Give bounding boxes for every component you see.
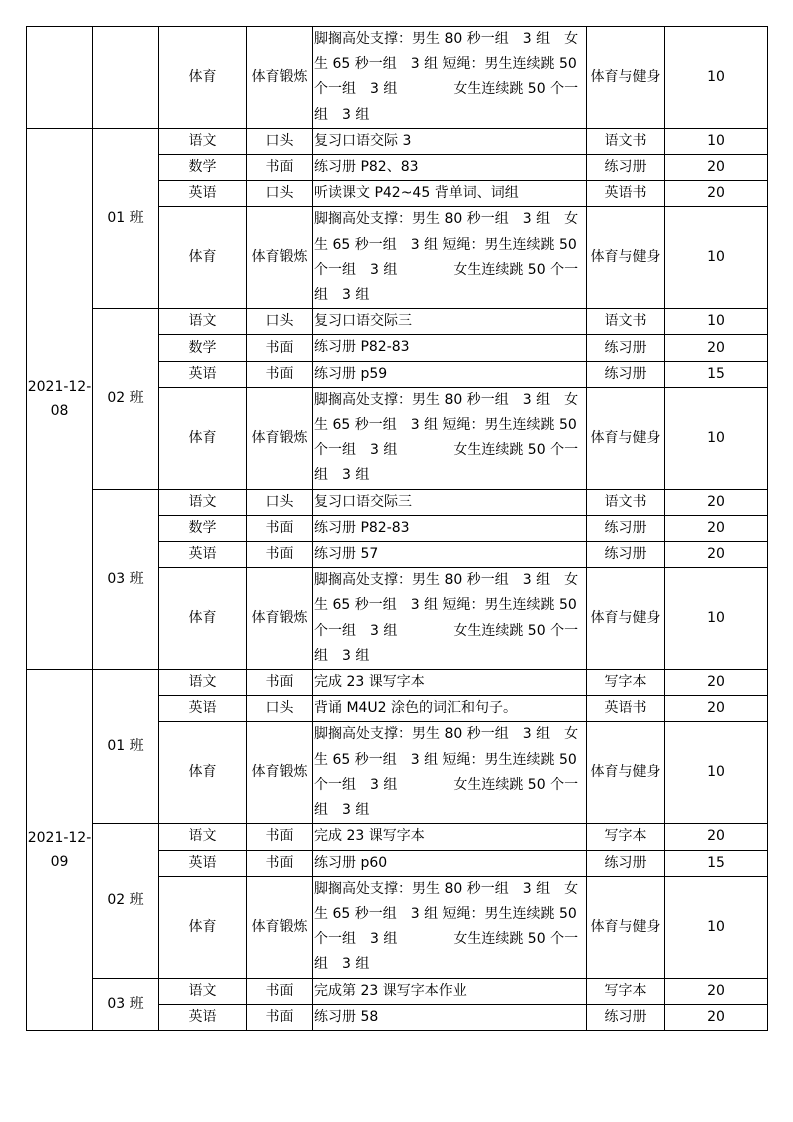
material-cell: 练习册 [587,850,665,876]
material-cell: 练习册 [587,155,665,181]
content-cell: 复习口语交际三 [313,489,587,515]
material-cell: 写字本 [587,670,665,696]
minutes-cell: 10 [665,207,768,309]
subject-cell: 体育 [159,722,247,824]
minutes-cell: 20 [665,1004,768,1030]
type-cell: 书面 [247,515,313,541]
minutes-cell: 20 [665,670,768,696]
material-cell: 练习册 [587,1004,665,1030]
class-cell: 01 班 [93,670,159,824]
date-cell: 2021-12-09 [27,670,93,1031]
material-cell: 练习册 [587,335,665,361]
content-cell: 脚搁高处支撑：男生 80 秒一组 3 组 女生 65 秒一组 3 组 短绳：男生连续跳 50 个一组 3 组 女生连续跳 50 个一组 3 组 [313,876,587,978]
content-cell: 练习册 58 [313,1004,587,1030]
type-cell: 体育锻炼 [247,387,313,489]
content-cell: 完成 23 课写字本 [313,670,587,696]
minutes-cell: 15 [665,850,768,876]
content-cell: 脚搁高处支撑：男生 80 秒一组 3 组 女生 65 秒一组 3 组 短绳：男生连续跳 50 个一组 3 组 女生连续跳 50 个一组 3 组 [313,568,587,670]
content-cell: 练习册 P82-83 [313,515,587,541]
subject-cell: 数学 [159,335,247,361]
minutes-cell: 10 [665,722,768,824]
type-cell: 体育锻炼 [247,876,313,978]
type-cell: 书面 [247,824,313,850]
material-cell: 体育与健身 [587,27,665,129]
content-cell: 背诵 M4U2 涂色的词汇和句子。 [313,696,587,722]
content-cell: 复习口语交际三 [313,309,587,335]
subject-cell: 英语 [159,181,247,207]
type-cell: 书面 [247,361,313,387]
class-cell [93,27,159,129]
subject-cell: 英语 [159,361,247,387]
minutes-cell: 20 [665,515,768,541]
type-cell: 书面 [247,978,313,1004]
subject-cell: 英语 [159,850,247,876]
minutes-cell: 10 [665,309,768,335]
table-row [27,27,768,129]
class-cell: 01 班 [93,128,159,308]
content-cell: 完成 23 课写字本 [313,824,587,850]
table-row [27,489,768,515]
type-cell: 口头 [247,489,313,515]
content-cell: 练习册 p59 [313,361,587,387]
material-cell: 英语书 [587,696,665,722]
type-cell: 体育锻炼 [247,27,313,129]
type-cell: 口头 [247,181,313,207]
content-cell: 听读课文 P42~45 背单词、词组 [313,181,587,207]
subject-cell: 英语 [159,696,247,722]
homework-table [26,26,768,1031]
subject-cell: 语文 [159,978,247,1004]
class-cell: 03 班 [93,489,159,669]
subject-cell: 体育 [159,387,247,489]
class-cell: 02 班 [93,824,159,978]
content-cell: 复习口语交际 3 [313,128,587,154]
class-cell: 03 班 [93,978,159,1030]
subject-cell: 语文 [159,670,247,696]
table-row [27,824,768,850]
material-cell: 练习册 [587,361,665,387]
table-row [27,670,768,696]
type-cell: 体育锻炼 [247,207,313,309]
minutes-cell: 10 [665,568,768,670]
subject-cell: 体育 [159,207,247,309]
subject-cell: 英语 [159,1004,247,1030]
material-cell: 写字本 [587,824,665,850]
content-cell: 练习册 P82、83 [313,155,587,181]
type-cell: 书面 [247,335,313,361]
minutes-cell: 10 [665,387,768,489]
material-cell: 体育与健身 [587,722,665,824]
content-cell: 脚搁高处支撑：男生 80 秒一组 3 组 女生 65 秒一组 3 组 短绳：男生连续跳 50 个一组 3 组 女生连续跳 50 个一组 3 组 [313,387,587,489]
minutes-cell: 20 [665,181,768,207]
subject-cell: 英语 [159,542,247,568]
type-cell: 书面 [247,155,313,181]
material-cell: 语文书 [587,489,665,515]
subject-cell: 数学 [159,515,247,541]
subject-cell: 体育 [159,876,247,978]
class-cell: 02 班 [93,309,159,489]
material-cell: 语文书 [587,128,665,154]
subject-cell: 语文 [159,824,247,850]
content-cell: 练习册 P82-83 [313,335,587,361]
minutes-cell: 15 [665,361,768,387]
type-cell: 口头 [247,309,313,335]
minutes-cell: 20 [665,696,768,722]
subject-cell: 语文 [159,489,247,515]
material-cell: 体育与健身 [587,387,665,489]
content-cell: 练习册 57 [313,542,587,568]
material-cell: 体育与健身 [587,568,665,670]
material-cell: 体育与健身 [587,876,665,978]
type-cell: 口头 [247,696,313,722]
type-cell: 口头 [247,128,313,154]
date-cell [27,27,93,129]
content-cell: 脚搁高处支撑：男生 80 秒一组 3 组 女生 65 秒一组 3 组 短绳：男生连续跳 50 个一组 3 组 女生连续跳 50 个一组 3 组 [313,722,587,824]
minutes-cell: 10 [665,876,768,978]
type-cell: 书面 [247,1004,313,1030]
minutes-cell: 20 [665,155,768,181]
minutes-cell: 20 [665,335,768,361]
content-cell: 脚搁高处支撑：男生 80 秒一组 3 组 女生 65 秒一组 3 组 短绳：男生连续跳 50 个一组 3 组 女生连续跳 50 个一组 3 组 [313,207,587,309]
subject-cell: 体育 [159,27,247,129]
content-cell: 脚搁高处支撑：男生 80 秒一组 3 组 女生 65 秒一组 3 组 短绳：男生连续跳 50 个一组 3 组 女生连续跳 50 个一组 3 组 [313,27,587,129]
homework-table-body [27,27,768,1031]
material-cell: 英语书 [587,181,665,207]
type-cell: 体育锻炼 [247,722,313,824]
subject-cell: 语文 [159,128,247,154]
material-cell: 练习册 [587,542,665,568]
table-row [27,978,768,1004]
material-cell: 体育与健身 [587,207,665,309]
minutes-cell: 10 [665,27,768,129]
subject-cell: 语文 [159,309,247,335]
minutes-cell: 20 [665,824,768,850]
type-cell: 体育锻炼 [247,568,313,670]
type-cell: 书面 [247,670,313,696]
subject-cell: 数学 [159,155,247,181]
type-cell: 书面 [247,850,313,876]
material-cell: 语文书 [587,309,665,335]
subject-cell: 体育 [159,568,247,670]
table-row [27,128,768,154]
minutes-cell: 20 [665,542,768,568]
minutes-cell: 20 [665,489,768,515]
material-cell: 写字本 [587,978,665,1004]
material-cell: 练习册 [587,515,665,541]
content-cell: 完成第 23 课写字本作业 [313,978,587,1004]
date-cell: 2021-12-08 [27,128,93,669]
minutes-cell: 10 [665,128,768,154]
type-cell: 书面 [247,542,313,568]
content-cell: 练习册 p60 [313,850,587,876]
table-row [27,309,768,335]
minutes-cell: 20 [665,978,768,1004]
